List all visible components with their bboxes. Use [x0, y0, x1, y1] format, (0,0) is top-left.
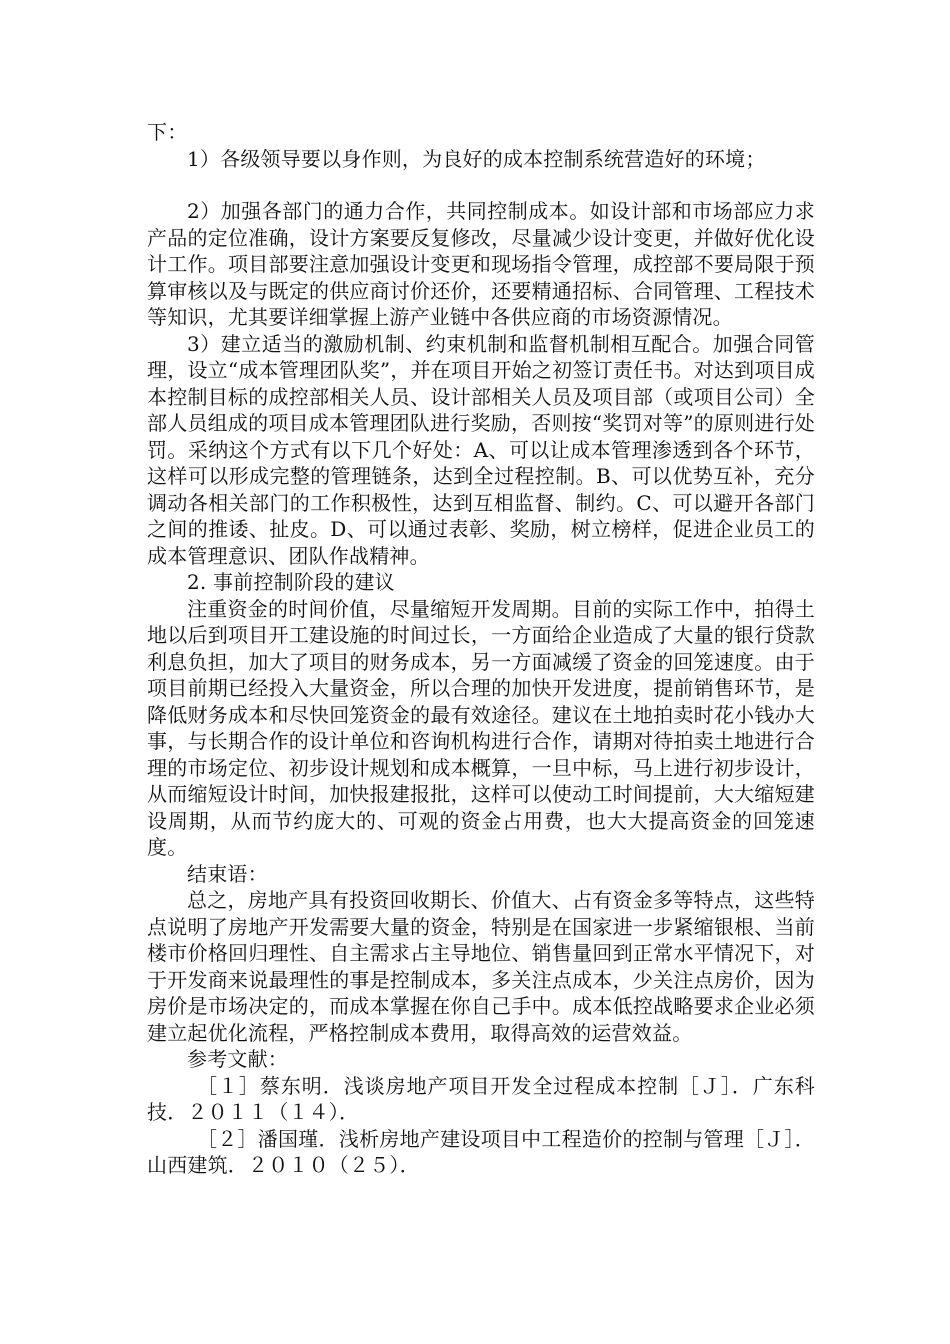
paragraph-body: 注重资金的时间价值，尽量缩短开发周期。目前的实际工作中，拍得土地以后到项目开工建设施的时间过长，一方面给企业造成了大量的银行贷款利息负担，加大了项目的财务成本，另一方面减缓了资金的回笼速度。由于项目前期已经投入大量资金，所以合理的加快开发进度，提前销售环节，是降低财务成本和尽快回笼资金的最有效途径。建议在土地拍卖时花小钱办大事，与长期合作的设计单位和咨询机构进行合作，请期对待拍卖土地进行合理的市场定位、初步设计规划和成本概算，一旦中标，马上进行初步设计，从而缩短设计时间，加快报建报批，这样可以使动工时间提前，大大缩短建设周期，从而节约庞大的、可观的资金占用费，也大大提高资金的回笼速度。	[147, 596, 815, 859]
references-heading: 参考文献：	[187, 1047, 288, 1071]
reference-item: ［２］潘国瑾．浅析房地产建设项目中工程造价的控制与管理［Ｊ］．山西建筑．２０１０（２５）．	[147, 1126, 815, 1177]
conclusion-paragraph: 总之，房地产具有投资回收期长、价值大、占有资金多等特点，这些特点说明了房地产开发需要大量的资金，特别是在国家进一步紧缩银根、当前楼市价格回归理性、自主需求占主导地位、销售量回到正常水平情况下，对于开发商来说最理性的事是控制成本，多关注点成本，少关注点房价，因为房价是市场决定的，而成本掌握在你自己手中。成本低控战略要求企业必须建立起优化流程，严格控制成本费用，取得高效的运营效益。	[147, 888, 815, 1045]
paragraph-gap	[147, 172, 815, 198]
section-heading: 2. 事前控制阶段的建议	[187, 570, 395, 594]
paragraph-continuation: 下：	[147, 120, 188, 144]
paragraph-item-2: 2）加强各部门的通力合作，共同控制成本。如设计部和市场部应力求产品的定位准确，设计方案要反复修改，尽量减少设计变更，并做好优化设计工作。项目部要注意加强设计变更和现场指令管理，成控部不要局限于预算审核以及与既定的供应商讨价还价，还要精通招标、合同管理、工程技术等知识，尤其要详细掌握上游产业链中各供应商的市场资源情况。	[147, 199, 815, 329]
reference-item: ［１］蔡东明．浅谈房地产项目开发全过程成本控制［Ｊ］．广东科技．２０１１（１４）．	[147, 1073, 815, 1124]
conclusion-heading: 结束语：	[187, 861, 268, 886]
document-body	[147, 119, 815, 1179]
paragraph-item-1: 1）各级领导要以身作则，为良好的成本控制系统营造好的环境；	[187, 146, 766, 171]
paragraph-item-3: 3）建立适当的激励机制、约束机制和监督机制相互配合。加强合同管理，设立“成本管理团队奖”，并在项目开始之初签订责任书。对达到项目成本控制目标的成控部相关人员、设计部相关人员及项目部（或项目公司）全部人员组成的项目成本管理团队进行奖励，否则按“奖罚对等”的原则进行处罚。采纳这个方式有以下几个好处：A、可以让成本管理渗透到各个环节，这样可以形成完整的管理链条，达到全过程控制。B、可以优势互补，充分调动各相关部门的工作积极性，达到互相监督、制约。C、可以避开各部门之间的推诿、扯皮。D、可以通过表彰、奖励，树立榜样，促进企业员工的成本管理意识、团队作战精神。	[147, 331, 815, 568]
